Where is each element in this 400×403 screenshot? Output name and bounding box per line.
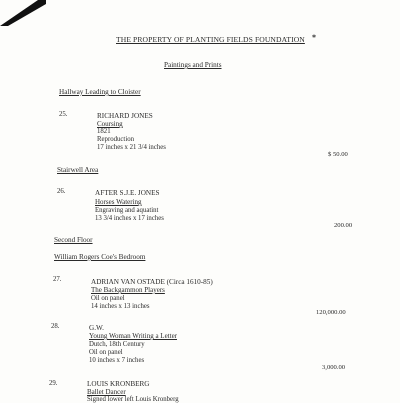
item-artist: LOUIS KRONBERG (87, 380, 150, 388)
item-detail: Oil on panel (89, 349, 123, 356)
item-artist: RICHARD JONES (97, 112, 153, 120)
item-detail: Dutch, 18th Century (89, 341, 145, 348)
item-price: 200.00 (334, 222, 353, 229)
section-heading-second-floor: Second Floor (54, 236, 93, 244)
item-title: Horses Watering (95, 198, 142, 206)
item-detail: Reproduction (97, 136, 134, 143)
item-artist: G.W. (89, 324, 104, 332)
section-heading-hallway: Hallway Leading to Cloister (59, 88, 141, 96)
corner-mark-icon (0, 0, 46, 26)
item-title: Coursing (97, 120, 123, 128)
item-number: 26. (57, 188, 66, 195)
item-detail: 10 inches x 7 inches (89, 357, 145, 364)
item-title: The Backgammon Players (91, 286, 165, 294)
item-price: 3,000.00 (322, 364, 346, 371)
document-subtitle: Paintings and Prints (164, 61, 222, 69)
item-number: 27. (53, 276, 62, 283)
section-heading-bedroom: William Rogers Coe's Bedroom (54, 253, 146, 261)
title-asterisk: * (312, 33, 316, 42)
item-price: 120,000.00 (316, 309, 346, 316)
item-detail: Engraving and aquatint (95, 207, 159, 214)
item-number: 29. (49, 380, 58, 387)
item-detail: 14 inches x 13 inches (91, 303, 150, 310)
item-number: 28. (51, 323, 60, 330)
item-detail: Oil on panel (91, 295, 125, 302)
item-detail: 13 3/4 inches x 17 inches (95, 215, 164, 222)
item-artist: ADRIAN VAN OSTADE (Circa 1610-85) (91, 278, 213, 286)
item-price: $ 50.00 (328, 151, 348, 158)
item-detail: 17 inches x 21 3/4 inches (97, 144, 166, 151)
item-detail: Signed lower left Louis Kronberg (87, 396, 179, 403)
item-detail: 1821 (97, 128, 111, 135)
document-title: THE PROPERTY OF PLANTING FIELDS FOUNDATION (116, 35, 305, 44)
item-artist: AFTER S.J.E. JONES (95, 189, 160, 197)
section-heading-stairwell: Stairwell Area (57, 166, 99, 174)
item-title: Young Woman Writing a Letter (89, 332, 178, 340)
item-title: Ballet Dancer (87, 388, 126, 396)
item-number: 25. (59, 111, 68, 118)
